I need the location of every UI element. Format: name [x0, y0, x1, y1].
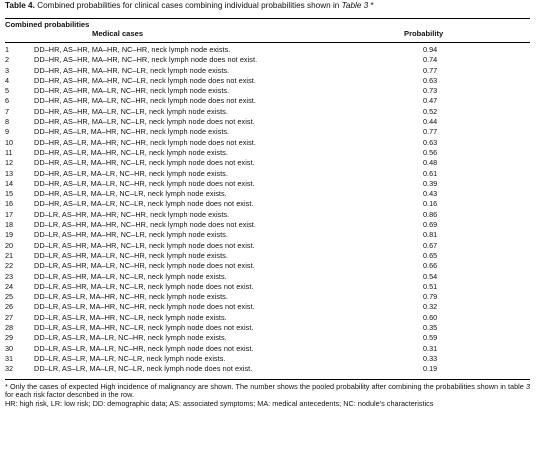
- row-probability: 0.69: [423, 220, 438, 230]
- row-medical-case: DD–LR, AS–LR, MA–LR, NC–LR, neck lymph node does not exist.: [34, 364, 253, 374]
- row-number: 19: [5, 230, 14, 240]
- row-probability: 0.56: [423, 147, 438, 157]
- row-medical-case: DD–HR, AS–HR, MA–HR, NC–HR, neck lymph node does not exist.: [34, 55, 258, 65]
- row-medical-case: DD–HR, AS–LR, MA–LR, NC–HR, neck lymph node does not exist.: [34, 178, 255, 188]
- row-probability: 0.94: [423, 45, 438, 54]
- row-number: 2: [5, 55, 10, 65]
- row-number: 15: [5, 189, 14, 199]
- table-row: [5, 292, 530, 302]
- row-probability: 0.52: [423, 106, 438, 116]
- row-probability: 0.35: [423, 323, 438, 333]
- header-rule: [5, 42, 530, 43]
- row-number: 27: [5, 312, 14, 322]
- row-number: 20: [5, 240, 14, 250]
- row-probability: 0.79: [423, 292, 438, 302]
- row-medical-case: DD–LR, AS–HR, MA–HR, NC–LR, neck lymph node does not exist.: [34, 240, 255, 250]
- row-probability: 0.51: [423, 281, 438, 291]
- row-medical-case: DD–HR, AS–LR, MA–HR, NC–HR, neck lymph node does not exist.: [34, 137, 256, 147]
- table-row: [5, 210, 530, 220]
- row-number: 7: [5, 106, 10, 116]
- row-number: 29: [5, 333, 14, 343]
- row-probability: 0.61: [423, 168, 438, 178]
- caption-asterisk: *: [368, 1, 374, 10]
- table-row: [5, 86, 530, 96]
- table-row: [5, 117, 530, 127]
- footnote: [5, 383, 530, 400]
- row-medical-case: DD–HR, AS–HR, MA–HR, NC–HR, neck lymph node exists.: [34, 45, 231, 54]
- row-probability: 0.86: [423, 209, 438, 219]
- row-probability: 0.59: [423, 333, 438, 343]
- row-probability: 0.65: [423, 250, 438, 260]
- row-medical-case: DD–LR, AS–HR, MA–HR, NC–LR, neck lymph node exists.: [34, 230, 228, 240]
- row-number: 32: [5, 364, 14, 374]
- row-number: 16: [5, 199, 14, 209]
- row-medical-case: DD–HR, AS–LR, MA–HR, NC–LR, neck lymph node does not exist.: [34, 158, 255, 168]
- table-caption: [5, 0, 530, 12]
- row-number: 12: [5, 158, 14, 168]
- row-medical-case: DD–LR, AS–HR, MA–LR, NC–LR, neck lymph node exists.: [34, 271, 227, 281]
- table-row: [5, 261, 530, 271]
- table-row: [5, 272, 530, 282]
- row-medical-case: DD–LR, AS–LR, MA–LR, NC–LR, neck lymph node exists.: [34, 353, 226, 363]
- row-number: 26: [5, 302, 14, 312]
- row-number: 17: [5, 209, 14, 219]
- medical-cases-header: Medical cases: [92, 29, 144, 38]
- table-row: [5, 230, 530, 240]
- row-number: 6: [5, 96, 10, 106]
- row-number: 25: [5, 292, 14, 302]
- row-probability: 0.39: [423, 178, 438, 188]
- row-probability: 0.16: [423, 199, 438, 209]
- group-title: Combined probabilities: [5, 20, 90, 29]
- row-number: 14: [5, 178, 14, 188]
- table-body: [5, 45, 530, 375]
- row-number: 3: [5, 65, 10, 75]
- row-number: 11: [5, 147, 13, 157]
- row-medical-case: DD–HR, AS–LR, MA–LR, NC–LR, neck lymph node exists.: [34, 189, 227, 199]
- row-number: 21: [5, 250, 14, 260]
- abbreviation-legend: HR: high risk, LR: low risk; DD: demographic data; AS: associated symptoms; MA: medical antecedents; NC: nodule's characteristics: [5, 398, 434, 408]
- row-probability: 0.77: [423, 65, 438, 75]
- table-row: [5, 364, 530, 374]
- table-row: [5, 199, 530, 209]
- row-number: 22: [5, 261, 14, 271]
- caption-text: Combined probabilities for clinical cases combining individual probabilities shown in: [34, 1, 342, 10]
- row-medical-case: DD–HR, AS–LR, MA–HR, NC–HR, neck lymph node exists.: [34, 127, 230, 137]
- row-probability: 0.47: [423, 96, 438, 106]
- table-row: [5, 138, 530, 148]
- row-medical-case: DD–HR, AS–HR, MA–HR, NC–LR, neck lymph node exists.: [34, 65, 230, 75]
- row-medical-case: DD–LR, AS–HR, MA–HR, NC–HR, neck lymph node does not exist.: [34, 220, 256, 230]
- row-probability: 0.66: [423, 261, 438, 271]
- row-probability: 0.60: [423, 312, 438, 322]
- row-medical-case: DD–LR, AS–LR, MA–HR, NC–HR, neck lymph node does not exist.: [34, 302, 255, 312]
- row-medical-case: DD–HR, AS–HR, MA–LR, NC–HR, neck lymph node does not exist.: [34, 96, 256, 106]
- row-probability: 0.43: [423, 189, 438, 199]
- row-probability: 0.74: [423, 55, 438, 65]
- row-medical-case: DD–LR, AS–LR, MA–HR, NC–LR, neck lymph node exists.: [34, 312, 227, 322]
- row-probability: 0.54: [423, 271, 438, 281]
- row-number: 9: [5, 127, 10, 137]
- row-medical-case: DD–HR, AS–HR, MA–LR, NC–LR, neck lymph node exists.: [34, 106, 228, 116]
- table-row: [5, 189, 530, 199]
- row-medical-case: DD–LR, AS–HR, MA–HR, NC–HR, neck lymph node exists.: [34, 209, 230, 219]
- table-row: [5, 323, 530, 333]
- table-row: [5, 96, 530, 106]
- table-label: Table 4.: [5, 1, 35, 10]
- row-probability: 0.48: [423, 158, 438, 168]
- row-probability: 0.31: [423, 343, 438, 353]
- row-probability: 0.63: [423, 75, 438, 85]
- row-number: 4: [5, 75, 10, 85]
- row-number: 8: [5, 117, 10, 127]
- row-medical-case: DD–LR, AS–LR, MA–HR, NC–HR, neck lymph node exists.: [34, 292, 228, 302]
- row-medical-case: DD–HR, AS–HR, MA–LR, NC–LR, neck lymph node does not exist.: [34, 117, 255, 127]
- table-row: [5, 333, 530, 343]
- table-row: [5, 179, 530, 189]
- row-medical-case: DD–LR, AS–LR, MA–HR, NC–LR, neck lymph node does not exist.: [34, 323, 254, 333]
- row-probability: 0.33: [423, 353, 438, 363]
- footnote-table-reference: 3: [525, 381, 530, 391]
- row-probability: 0.63: [423, 137, 438, 147]
- row-medical-case: DD–LR, AS–LR, MA–LR, NC–HR, neck lymph node does not exist.: [34, 343, 254, 353]
- table-row: [5, 158, 530, 168]
- table-row: [5, 107, 530, 117]
- row-number: 10: [5, 137, 14, 147]
- caption-table-reference: Table 3: [341, 1, 369, 10]
- row-medical-case: DD–HR, AS–LR, MA–LR, NC–LR, neck lymph node does not exist.: [34, 199, 254, 209]
- row-number: 28: [5, 323, 14, 333]
- table-row: [5, 354, 530, 364]
- table-row: [5, 251, 530, 261]
- row-medical-case: DD–HR, AS–HR, MA–LR, NC–HR, neck lymph node exists.: [34, 86, 230, 96]
- row-number: 31: [5, 353, 14, 363]
- table-row: [5, 127, 530, 137]
- bottom-rule: [5, 379, 530, 380]
- row-number: 24: [5, 281, 14, 291]
- row-number: 18: [5, 220, 14, 230]
- row-number: 5: [5, 86, 10, 96]
- column-headers: [5, 29, 530, 40]
- table-row: [5, 241, 530, 251]
- row-medical-case: DD–HR, AS–HR, MA–HR, NC–LR, neck lymph node does not exist.: [34, 75, 256, 85]
- table-row: [5, 282, 530, 292]
- table-row: [5, 148, 530, 158]
- row-medical-case: DD–HR, AS–LR, MA–LR, NC–HR, neck lymph node exists.: [34, 168, 228, 178]
- row-probability: 0.67: [423, 240, 438, 250]
- row-number: 30: [5, 343, 14, 353]
- table-row: [5, 45, 530, 55]
- row-probability: 0.19: [423, 364, 438, 374]
- row-medical-case: DD–LR, AS–LR, MA–LR, NC–HR, neck lymph node exists.: [34, 333, 227, 343]
- row-probability: 0.77: [423, 127, 438, 137]
- row-probability: 0.73: [423, 86, 438, 96]
- row-probability: 0.44: [423, 117, 438, 127]
- table-row: [5, 220, 530, 230]
- row-number: 1: [5, 45, 10, 54]
- row-probability: 0.81: [423, 230, 438, 240]
- footnote-text-end: for each risk factor described in the row.: [5, 390, 134, 400]
- row-medical-case: DD–LR, AS–HR, MA–LR, NC–LR, neck lymph node does not exist.: [34, 281, 254, 291]
- row-medical-case: DD–LR, AS–HR, MA–LR, NC–HR, neck lymph node exists.: [34, 250, 228, 260]
- row-medical-case: DD–HR, AS–LR, MA–HR, NC–LR, neck lymph node exists.: [34, 147, 228, 157]
- table-row: [5, 55, 530, 65]
- table-row: [5, 66, 530, 76]
- row-number: 13: [5, 168, 14, 178]
- row-medical-case: DD–LR, AS–HR, MA–LR, NC–HR, neck lymph node does not exist.: [34, 261, 255, 271]
- row-number: 23: [5, 271, 14, 281]
- probability-header: Probability: [404, 29, 444, 38]
- table-row: [5, 169, 530, 179]
- table-row: [5, 76, 530, 86]
- table-row: [5, 302, 530, 312]
- table-row: [5, 344, 530, 354]
- row-probability: 0.32: [423, 302, 438, 312]
- table-row: [5, 313, 530, 323]
- footnote-text: * Only the cases of expected High incidence of malignancy are shown. The number shows the pooled probability after combining the probabilities shown in table: [5, 381, 526, 391]
